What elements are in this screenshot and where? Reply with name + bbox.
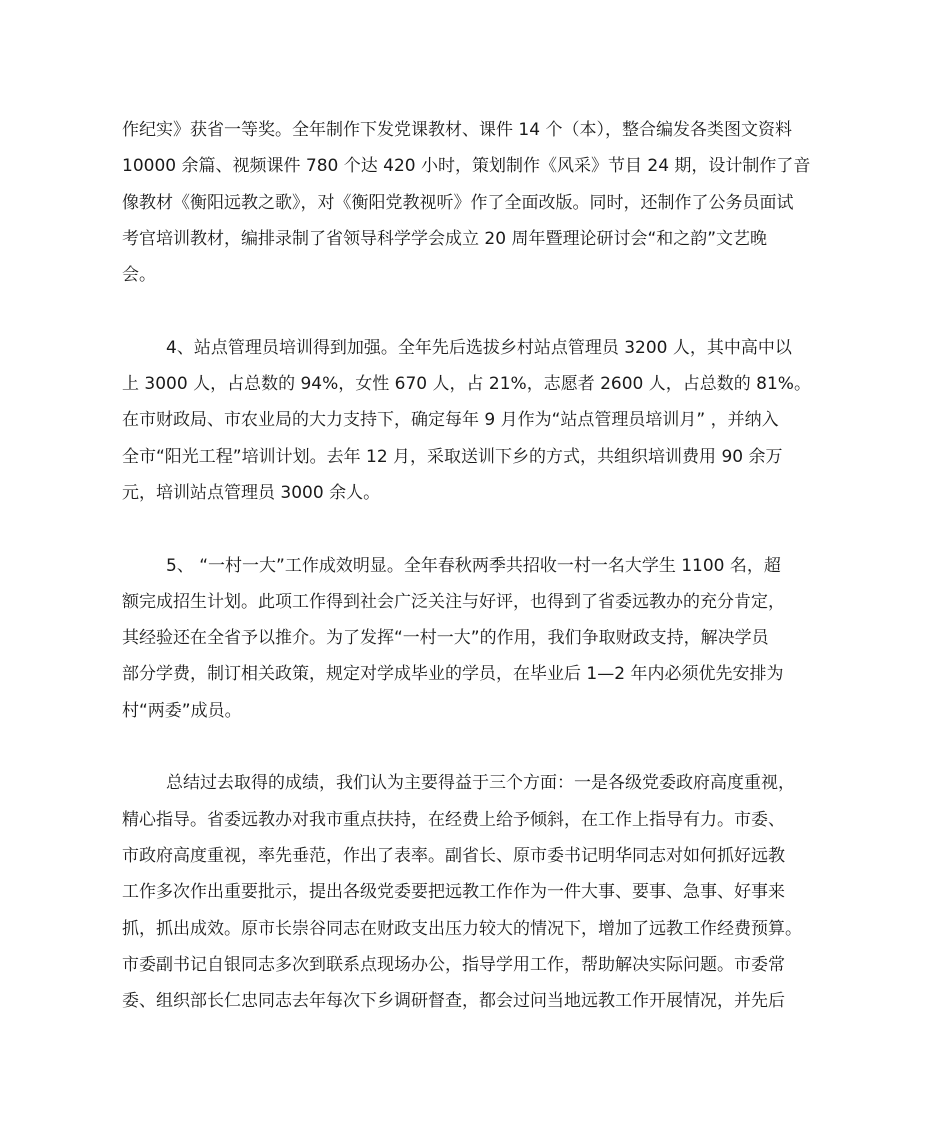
text-line: 像教材《衡阳远教之歌》，对《衡阳党教视听》作了全面改版。同时，还制作了公务员面试	[122, 192, 794, 213]
text-line: 村“两委”成员。	[122, 700, 242, 721]
text-line: 元，培训站点管理员 3000 余人。	[122, 482, 381, 503]
paragraph-gap	[122, 729, 834, 765]
text-line: 部分学费，制订相关政策，规定对学成毕业的学员，在毕业后 1—2 年内必须优先安排为	[122, 664, 784, 685]
paragraph-gap	[122, 293, 834, 329]
text-line: 全市“阳光工程”培训计划。去年 12 月，采取送训下乡的方式，共组织培训费用 90 余万	[122, 446, 783, 467]
text-line: 在市财政局、市农业局的大力支持下，确定每年 9 月作为“站点管理员培训月” ，并纳入	[122, 410, 779, 431]
text-line: 市政府高度重视，率先垂范，作出了表率。副省长、原市委书记明华同志对如何抓好远教	[122, 845, 785, 866]
paragraph-4	[122, 765, 834, 1019]
text-line: 其经验还在全省予以推介。为了发挥“一村一大”的作用，我们争取财政支持，解决学员	[122, 628, 769, 649]
text-line: 上 3000 人，占总数的 94%，女性 670 人，占 21%，志愿者 2600 人，占总数的 81%。	[122, 374, 811, 395]
paragraph-gap	[122, 511, 834, 547]
text-line: 委、组织部长仁忠同志去年每次下乡调研督查，都会过问当地远教工作开展情况，并先后	[122, 991, 785, 1012]
paragraph-1	[122, 112, 834, 293]
text-line: 10000 余篇、视频课件 780 个达 420 小时，策划制作《风采》节目 24 期，设计制作了音	[122, 156, 811, 177]
text-line: 额完成招生计划。此项工作得到社会广泛关注与好评，也得到了省委远教办的充分肯定，	[122, 591, 785, 612]
text-line: 工作多次作出重要批示，提出各级党委要把远教工作作为一件大事、要事、急事、好事来	[122, 882, 785, 903]
text-line: 考官培训教材，编排录制了省领导科学学会成立 20 周年暨理论研讨会“和之韵”文艺晚	[122, 228, 768, 249]
document-body	[122, 112, 834, 1019]
text-line: 抓，抓出成效。原市长崇谷同志在财政支出压力较大的情况下，增加了远教工作经费预算。	[122, 918, 802, 939]
paragraph-3	[122, 548, 834, 729]
text-line: 总结过去取得的成绩，我们认为主要得益于三个方面：一是各级党委政府高度重视，	[166, 773, 795, 794]
text-line: 作纪实》获省一等奖。全年制作下发党课教材、课件 14 个（本），整合编发各类图文资料	[122, 120, 792, 140]
text-line: 会。	[122, 265, 156, 286]
text-line: 4、站点管理员培训得到加强。全年先后选拔乡村站点管理员 3200 人，其中高中以	[166, 337, 792, 358]
paragraph-2	[122, 330, 834, 511]
text-line: 精心指导。省委远教办对我市重点扶持，在经费上给予倾斜，在工作上指导有力。市委、	[122, 809, 785, 830]
text-line: 5、 “一村一大”工作成效明显。全年春秋两季共招收一村一名大学生 1100 名，超	[166, 555, 781, 576]
text-line: 市委副书记自银同志多次到联系点现场办公，指导学用工作，帮助解决实际问题。市委常	[122, 954, 785, 975]
